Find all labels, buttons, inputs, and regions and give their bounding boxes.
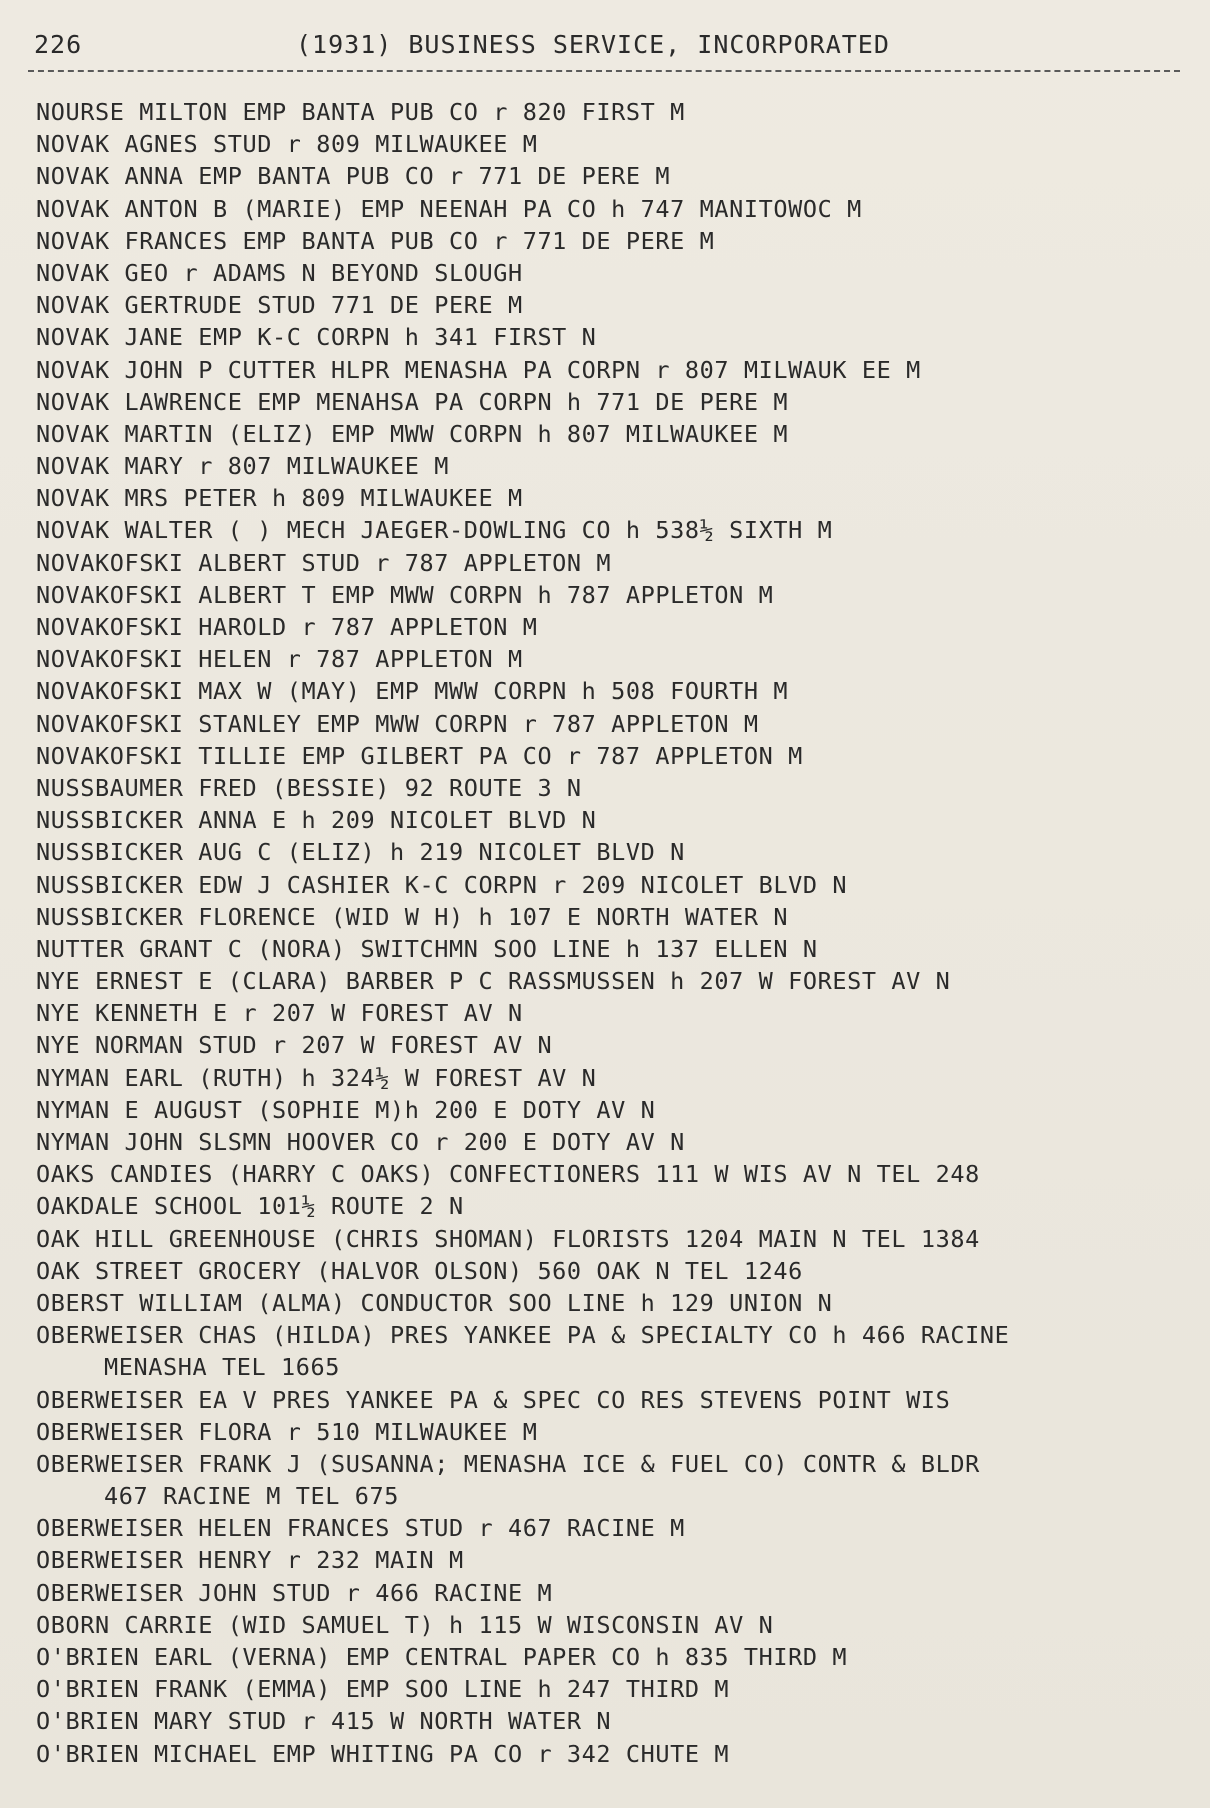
directory-entry: NOVAKOFSKI STANLEY EMP MWW CORPN r 787 APPLETON M bbox=[36, 709, 759, 738]
directory-entry: NOVAKOFSKI HAROLD r 787 APPLETON M bbox=[36, 613, 538, 641]
directory-entry: OAK HILL GREENHOUSE (CHRIS SHOMAN) FLORISTS 1204 MAIN N TEL 1384 bbox=[36, 1224, 980, 1253]
directory-entry: OBERWEISER HELEN FRANCES STUD r 467 RACINE M bbox=[36, 1514, 685, 1543]
directory-entry: NOVAK JANE EMP K-C CORPN h 341 FIRST N bbox=[36, 323, 597, 352]
directory-entry: OBERWEISER HENRY r 232 MAIN M bbox=[36, 1546, 464, 1575]
directory-entry: NOVAK WALTER ( ) MECH JAEGER-DOWLING CO h 538½ SIXTH M bbox=[36, 516, 833, 545]
directory-entry: NYE ERNEST E (CLARA) BARBER P C RASSMUSSEN h 207 W FOREST AV N bbox=[36, 967, 951, 996]
directory-listing bbox=[36, 96, 1196, 1770]
directory-entry: NYMAN E AUGUST (SOPHIE M)h 200 E DOTY AV N bbox=[36, 1095, 656, 1124]
directory-entry: O'BRIEN FRANK (EMMA) EMP SOO LINE h 247 THIRD M bbox=[36, 1675, 730, 1704]
directory-entry: NOVAK FRANCES EMP BANTA PUB CO r 771 DE PERE M bbox=[36, 226, 715, 255]
header-divider bbox=[28, 70, 1180, 72]
directory-entry: NOVAK LAWRENCE EMP MENAHSA PA CORPN h 771 DE PERE M bbox=[36, 387, 789, 416]
directory-entry: NYMAN EARL (RUTH) h 324½ W FOREST AV N bbox=[36, 1063, 597, 1092]
directory-entry: NUSSBICKER ANNA E h 209 NICOLET BLVD N bbox=[36, 806, 597, 835]
directory-entry: NOURSE MILTON EMP BANTA PUB CO r 820 FIRST M bbox=[36, 98, 685, 126]
directory-entry: OAKDALE SCHOOL 101½ ROUTE 2 N bbox=[36, 1192, 464, 1221]
directory-entry: NOVAKOFSKI HELEN r 787 APPLETON M bbox=[36, 645, 523, 674]
directory-entry: OAK STREET GROCERY (HALVOR OLSON) 560 OAK N TEL 1246 bbox=[36, 1256, 803, 1285]
directory-entry: OBERWEISER JOHN STUD r 466 RACINE M bbox=[36, 1578, 553, 1607]
directory-entry: NYMAN JOHN SLSMN HOOVER CO r 200 E DOTY AV N bbox=[36, 1128, 685, 1156]
directory-entry: NOVAK MARTIN (ELIZ) EMP MWW CORPN h 807 MILWAUKEE M bbox=[36, 419, 789, 448]
directory-entry: OBERWEISER EA V PRES YANKEE PA & SPEC CO RES STEVENS POINT WIS bbox=[36, 1385, 951, 1414]
directory-entry: NOVAK MRS PETER h 809 MILWAUKEE M bbox=[36, 484, 523, 513]
directory-entry: NOVAK AGNES STUD r 809 MILWAUKEE M bbox=[36, 130, 538, 159]
directory-entry: NUTTER GRANT C (NORA) SWITCHMN SOO LINE h 137 ELLEN N bbox=[36, 934, 818, 963]
directory-entry: NYE NORMAN STUD r 207 W FOREST AV N bbox=[36, 1031, 553, 1060]
directory-entry: NOVAK GEO r ADAMS N BEYOND SLOUGH bbox=[36, 258, 523, 287]
directory-entry: OAKS CANDIES (HARRY C OAKS) CONFECTIONERS 111 W WIS AV N TEL 248 bbox=[36, 1160, 980, 1189]
directory-entry: OBERWEISER CHAS (HILDA) PRES YANKEE PA & SPECIALTY CO h 466 RACINE bbox=[36, 1321, 1010, 1350]
directory-entry: O'BRIEN MICHAEL EMP WHITING PA CO r 342 CHUTE M bbox=[36, 1739, 730, 1768]
directory-entry: NUSSBICKER FLORENCE (WID W H) h 107 E NORTH WATER N bbox=[36, 902, 789, 931]
directory-entry: NOVAK GERTRUDE STUD 771 DE PERE M bbox=[36, 291, 523, 320]
directory-entry-continuation: 467 RACINE M TEL 675 bbox=[104, 1482, 399, 1511]
directory-entry-continuation: MENASHA TEL 1665 bbox=[104, 1353, 340, 1382]
directory-entry: OBORN CARRIE (WID SAMUEL T) h 115 W WISCONSIN AV N bbox=[36, 1610, 774, 1639]
directory-entry: OBERWEISER FLORA r 510 MILWAUKEE M bbox=[36, 1417, 538, 1446]
directory-entry: NUSSBICKER AUG C (ELIZ) h 219 NICOLET BLVD N bbox=[36, 838, 685, 867]
directory-entry: OBERWEISER FRANK J (SUSANNA; MENASHA ICE & FUEL CO) CONTR & BLDR bbox=[36, 1449, 980, 1478]
directory-entry: NYE KENNETH E r 207 W FOREST AV N bbox=[36, 999, 523, 1028]
directory-entry: NOVAK ANNA EMP BANTA PUB CO r 771 DE PERE M bbox=[36, 162, 671, 191]
directory-entry: NOVAK MARY r 807 MILWAUKEE M bbox=[36, 452, 449, 481]
directory-entry: NOVAKOFSKI ALBERT STUD r 787 APPLETON M bbox=[36, 548, 612, 577]
directory-entry: NUSSBAUMER FRED (BESSIE) 92 ROUTE 3 N bbox=[36, 773, 582, 802]
directory-entry: NOVAK ANTON B (MARIE) EMP NEENAH PA CO h 747 MANITOWOC M bbox=[36, 194, 862, 223]
directory-entry: NOVAKOFSKI TILLIE EMP GILBERT PA CO r 787 APPLETON M bbox=[36, 741, 803, 770]
directory-entry: NUSSBICKER EDW J CASHIER K-C CORPN r 209 NICOLET BLVD N bbox=[36, 870, 848, 899]
page-number: 226 bbox=[34, 30, 83, 59]
directory-entry: O'BRIEN EARL (VERNA) EMP CENTRAL PAPER CO h 835 THIRD M bbox=[36, 1643, 848, 1671]
page-header bbox=[34, 26, 1184, 66]
directory-entry: OBERST WILLIAM (ALMA) CONDUCTOR SOO LINE h 129 UNION N bbox=[36, 1288, 833, 1317]
running-title: (1931) BUSINESS SERVICE, INCORPORATED bbox=[296, 30, 890, 59]
directory-entry: NOVAKOFSKI ALBERT T EMP MWW CORPN h 787 APPLETON M bbox=[36, 580, 774, 609]
directory-entry: O'BRIEN MARY STUD r 415 W NORTH WATER N bbox=[36, 1707, 612, 1736]
directory-entry: NOVAKOFSKI MAX W (MAY) EMP MWW CORPN h 508 FOURTH M bbox=[36, 677, 789, 706]
directory-entry: NOVAK JOHN P CUTTER HLPR MENASHA PA CORPN r 807 MILWAUK EE M bbox=[36, 355, 921, 384]
